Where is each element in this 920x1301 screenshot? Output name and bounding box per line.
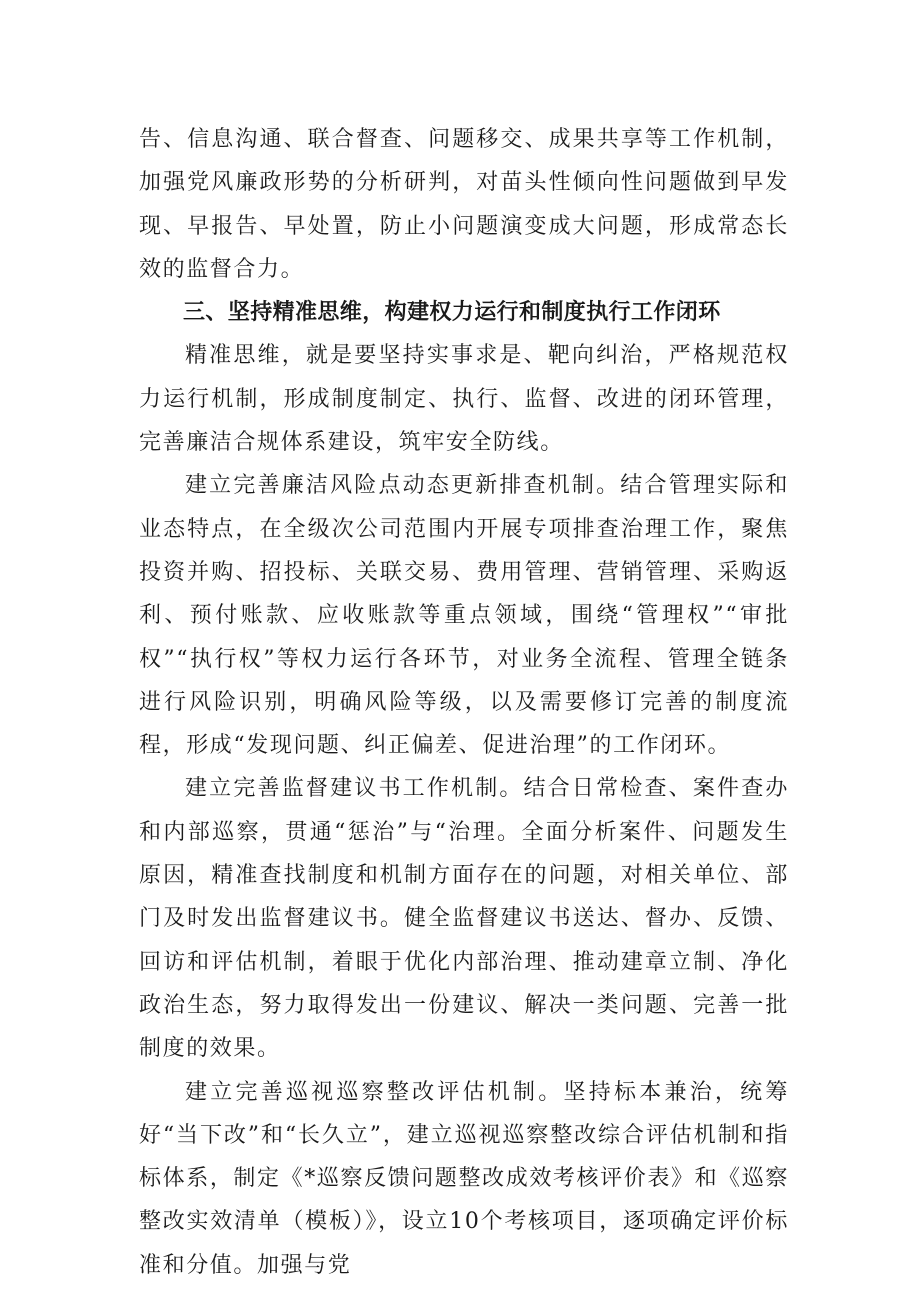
section-heading-3: 三、坚持精准思维，构建权力运行和制度执行工作闭环 xyxy=(183,300,721,326)
paragraph-risk-screening: 建立完善廉洁风险点动态更新排查机制。结合管理实际和业态特点，在全级次公司范围内开展专项排查治理工作，聚焦投资并购、招投标、关联交易、费用管理、营销管理、采购返利、预付账款、应收账款等重点领域，围绕“管理权”“审批权”“执行权”等权力运行各环节，对业务全流程、管理全链条进行风险识别，明确风险等级，以及需要修订完善的制度流程，形成“发现问题、纠正偏差、促进治理”的工作闭环。 xyxy=(139,473,789,759)
paragraph-inspection-rectification: 建立完善巡视巡察整改评估机制。坚持标本兼治，统筹好“当下改”和“长久立”，建立巡视巡察整改综合评估机制和指标体系，制定《*巡察反馈问题整改成效考核评价表》和《巡察整改实效清单（模板）》，设立10个考核项目，逐项确定评价标准和分值。加强与党 xyxy=(139,1079,789,1278)
paragraph-supervision-proposal: 建立完善监督建议书工作机制。结合日常检查、案件查办和内部巡察，贯通“惩治”与“治理。全面分析案件、问题发生原因，精准查找制度和机制方面存在的问题，对相关单位、部门及时发出监督建议书。健全监督建议书送达、督办、反馈、回访和评估机制，着眼于优化内部治理、推动建章立制、净化政治生态，努力取得发出一份建议、解决一类问题、完善一批制度的效果。 xyxy=(139,776,789,1062)
document-page xyxy=(139,118,789,1287)
paragraph-precision-thinking: 精准思维，就是要坚持实事求是、靶向纠治，严格规范权力运行机制，形成制度制定、执行、监督、改进的闭环管理，完善廉洁合规体系建设，筑牢安全防线。 xyxy=(139,343,789,456)
paragraph-continuation: 告、信息沟通、联合督查、问题移交、成果共享等工作机制，加强党风廉政形势的分析研判，对苗头性倾向性问题做到早发现、早报告、早处置，防止小问题演变成大问题，形成常态长效的监督合力。 xyxy=(139,127,789,282)
